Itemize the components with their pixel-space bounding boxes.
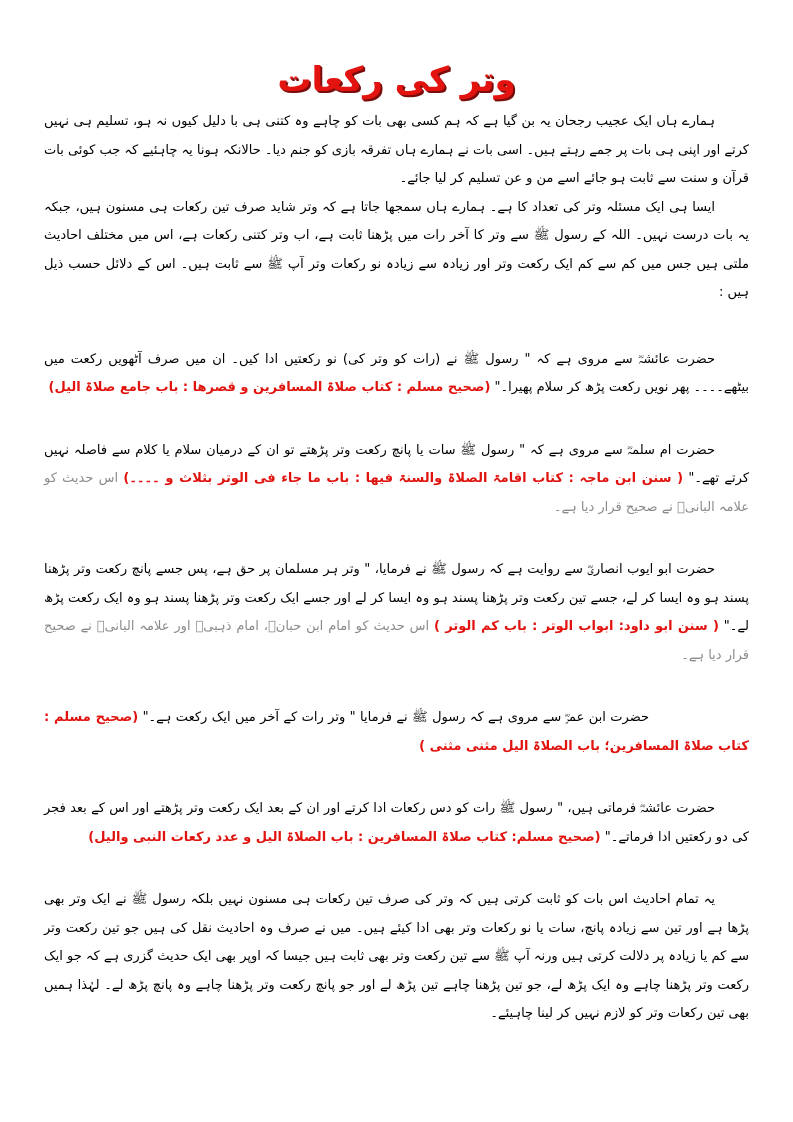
hadith-5	[44, 795, 749, 852]
hadith-reference: ( سنن ابن ماجہ : کتاب اقامۃ الصلاۃ والسنۃ فیھا : باب ما جاء فی الوتر بثلاث و ۔۔۔۔)	[123, 471, 684, 486]
hadith-reference: (صحیح مسلم : کتاب صلاۃ المسافرین و قصرھا : باب جامع صلاۃ الیل)	[48, 380, 491, 395]
hadith-1	[44, 346, 749, 403]
hadith-4	[44, 704, 749, 761]
conclusion-paragraph: یہ تمام احادیث اس بات کو ثابت کرتی ہیں کہ وتر کی صرف تین رکعات ہی مسنون نہیں بلکہ رسول ﷺ نے ایک وتر بھی پڑھا ہے اور تین سے زیادہ پانچ، سات یا نو رکعات وتر بھی ادا کیئے ہیں۔ میں نے صرف وہ احادیث نقل کی ہیں جو تین رکعت وتر سے کم یا زیادہ پر دلالت کرتی ہیں ورنہ آپ ﷺ سے تین رکعت وتر بھی ثابت ہیں جیسا کہ اوپر بھی ایک حدیث گزری ہے کہ جو ایک رکعت وتر پڑھنا چاہے وہ ایک پڑھ لے، جو تین پڑھنا چاہے تین پڑھ لے اور جو پانچ رکعت وتر پڑھنا چاہے وہ پانچ پڑھ لے۔ لہٰذا ہمیں بھی تین رکعات وتر کو لازم نہیں کر لینا چاہیئے۔	[44, 892, 749, 1021]
hadith-text: حضرت ام سلمہؓ سے مروی ہے کہ " رسول ﷺ سات یا پانچ رکعت وتر پڑھتے تو ان کے درمیان سلام یا کلام سے فاصلہ نہیں کرتے تھے۔"	[44, 442, 750, 486]
hadith-reference: ( سنن ابو داود: ابواب الوتر : باب کم الوتر )	[434, 619, 719, 634]
page-title: وتر کی رکعات	[277, 60, 516, 100]
hadith-text: حضرت ابو ایوب انصاریؓ سے روایت ہے کہ رسول ﷺ نے فرمایا، " وتر ہر مسلمان پر حق ہے، پس جسے پانچ رکعت وتر پڑھنا پسند ہو وہ ایسا کر لے، جسے تین رکعت وتر پڑھنا پسند ہو وہ ایسا کر لے اور جسے ایک رکعت وتر پڑھنا پسند ہو وہ ایک رکعت پڑھ لے۔"	[44, 562, 749, 634]
hadith-text: حضرت عائشہؓ فرماتی ہیں، " رسول ﷺ رات کو دس رکعات ادا کرتے اور ان کے بعد ایک رکعت وتر پڑھتے اور اس کے بعد فجر کی دو رکعتیں ادا فرماتے۔"	[44, 801, 749, 845]
hadith-reference: (صحیح مسلم : کتاب صلاۃ المسافرین؛ باب الصلاۃ الیل مثنی مثنی )	[44, 710, 749, 754]
hadith-text: حضرت ابن عمرؓ سے مروی ہے کہ رسول ﷺ نے فرمایا " وتر رات کے آخر میں ایک رکعت ہے۔"	[142, 710, 649, 725]
hadith-reference: (صحیح مسلم: کتاب صلاۃ المسافرین : باب الصلاۃ الیل و عدد رکعات النبی والیل)	[88, 829, 601, 845]
hadith-grading: اس حدیث کو امام ابن حبانؒ، امام ذہبیؒ اور علامہ البانیؒ نے صحیح قرار دیا ہے۔	[44, 619, 749, 663]
intro-paragraph-1: ہمارے ہاں ایک عجیب رجحان یہ بن گیا ہے کہ ہم کسی بھی بات کو چاہے وہ کتنی ہی با دلیل کیوں نہ ہو، تسلیم ہی نہیں کرتے اور اپنی ہی بات پر جمے رہتے ہیں۔ اسی بات نے ہمارے ہاں تفرقہ بازی کو جنم دیا۔ حالانکہ ہونا یہ چاہئیے کہ جب کوئی بات قرآن و سنت سے ثابت ہو جائے اسے من و عن تسلیم کر لیا جائے۔	[44, 114, 749, 186]
hadith-grading: اس حدیث کو علامہ البانیؒ نے صحیح قرار دیا ہے۔	[44, 471, 749, 515]
hadith-text: حضرت عائشہؓ سے مروی ہے کہ " رسول ﷺ نے (رات کو وتر کی) نو رکعتیں ادا کیں۔ ان میں صرف آٹھویں رکعت میں بیٹھے۔۔۔۔ پھر نویں رکعت پڑھ کر سلام پھیرا۔"	[44, 351, 749, 395]
intro-paragraph-2: ایسا ہی ایک مسئلہ وتر کی تعداد کا ہے۔ ہمارے ہاں سمجھا جاتا ہے کہ وتر شاید صرف تین رکعات ہی مسنون ہیں، جبکہ یہ بات درست نہیں۔ اللہ کے رسول ﷺ سے وتر کا آخر رات میں پڑھنا ثابت ہے، اب وتر کتنی رکعات ہے، اس میں مختلف احادیث ملتی ہیں جس میں کم سے کم ایک رکعت وتر اور زیادہ سے زیادہ نو رکعات وتر آپ ﷺ سے ثابت ہیں۔ اس کے دلائل حسب ذیل ہیں :	[44, 199, 749, 300]
hadith-2	[44, 437, 749, 523]
hadith-3	[44, 556, 749, 670]
